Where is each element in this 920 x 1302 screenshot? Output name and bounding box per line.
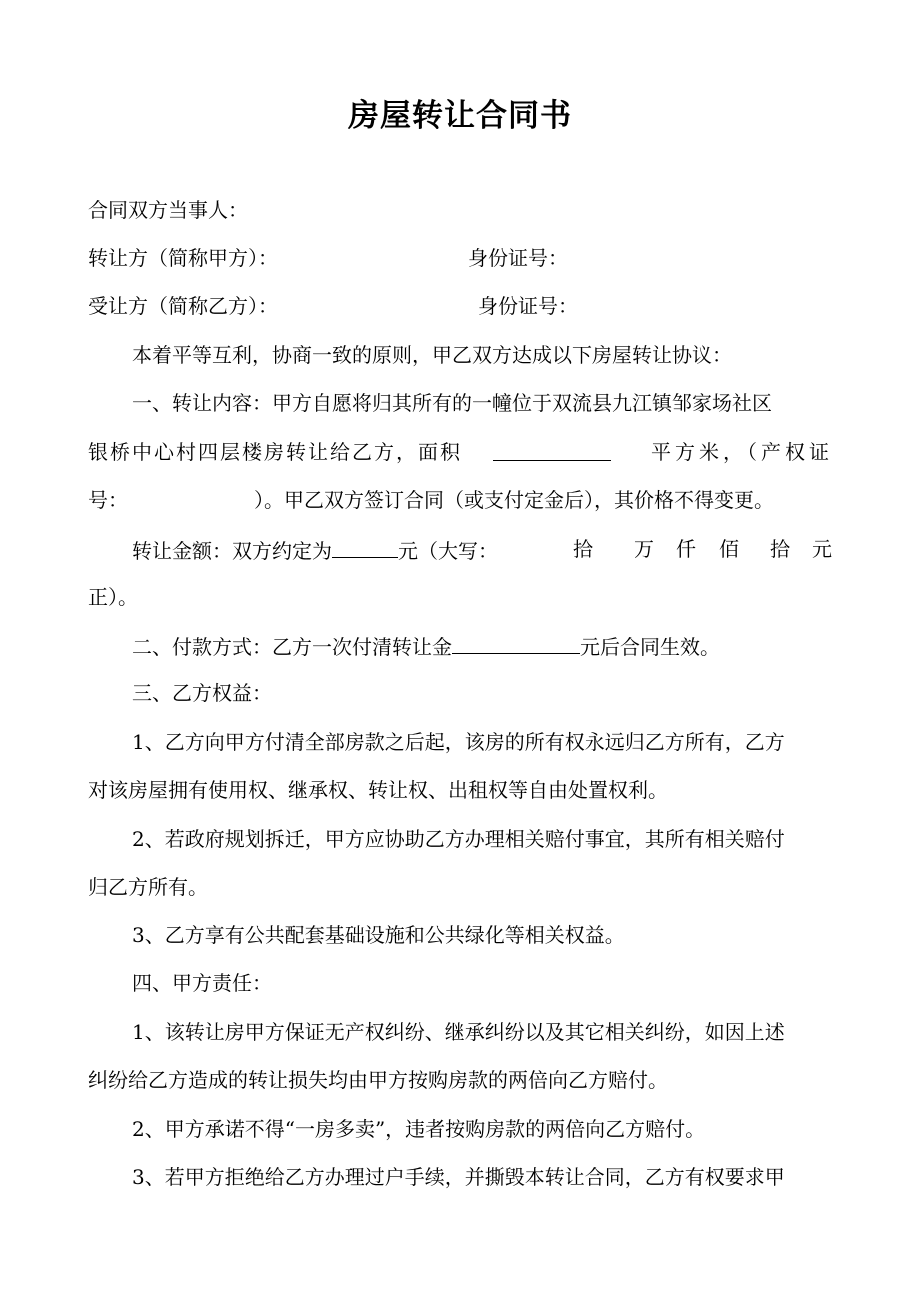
unit-shi: 拾 (573, 537, 593, 561)
section4-heading: 四、甲方责任： (132, 971, 272, 995)
section3-heading: 三、乙方权益： (132, 681, 272, 705)
transferor-id-label: 身份证号： (468, 246, 568, 270)
unit-wan: 万 (634, 537, 654, 561)
section1-line3-part1: 号： (88, 488, 128, 512)
section1-line2-part1: 银桥中心村四层楼房转让给乙方，面积 (88, 440, 462, 464)
section4-item2: 2、甲方承诺不得“一房多卖”，违者按购房款的两倍向乙方赔付。 (132, 1117, 706, 1141)
section1-line2 (88, 440, 833, 464)
amount-blank (332, 537, 398, 558)
transferee-label: 受让方（简称乙方）： (88, 294, 278, 318)
amount-line2: 正）。 (88, 585, 138, 609)
unit-shi2: 拾 (770, 537, 790, 561)
section3-item2-line1: 2、若政府规划拆迁，甲方应协助乙方办理相关赔付事宜，其所有相关赔付 (132, 827, 785, 851)
document-title: 房屋转让合同书 (348, 98, 572, 134)
section3-item1-line1: 1、乙方向甲方付清全部房款之后起，该房的所有权永远归乙方所有，乙方 (132, 730, 785, 754)
amount-line (132, 537, 832, 563)
section3-item3: 3、乙方享有公共配套基础设施和公共绿化等相关权益。 (132, 923, 625, 947)
section2-part2: 元后合同生效。 (580, 635, 720, 659)
section3-item1-line2: 对该房屋拥有使用权、继承权、转让权、出租权等自由处置权利。 (88, 778, 668, 802)
section2-part1: 二、付款方式：乙方一次付清转让金 (132, 635, 452, 659)
section4-item1-line1: 1、该转让房甲方保证无产权纠纷、继承纠纷以及其它相关纠纷，如因上述 (132, 1020, 785, 1044)
section4-item1-line2: 纠纷给乙方造成的转让损失均由甲方按购房款的两倍向乙方赔付。 (88, 1068, 668, 1092)
unit-bai: 佰 (719, 537, 739, 561)
transferor-line (88, 246, 833, 270)
section1-line2-part2: 平方米，（产权证 (651, 440, 833, 464)
area-blank (493, 440, 611, 461)
section1-line1: 一、转让内容：甲方自愿将归其所有的一幢位于双流县九江镇邹家场社区 (132, 391, 772, 415)
transferee-line (88, 294, 833, 318)
preamble: 本着平等互利，协商一致的原则，甲乙双方达成以下房屋转让协议： (132, 343, 732, 367)
amount-part1: 转让金额：双方约定为 (132, 539, 332, 563)
unit-yuan: 元 (812, 537, 832, 561)
section1-line3 (88, 488, 833, 512)
transferee-id-label: 身份证号： (478, 294, 578, 318)
payment-blank (452, 633, 580, 654)
transferor-label: 转让方（简称甲方）： (88, 246, 278, 270)
section2-line (132, 633, 832, 659)
unit-qian: 仟 (676, 537, 696, 561)
parties-intro: 合同双方当事人： (88, 198, 248, 222)
section1-line3-part2: ）。甲乙双方签订合同（或支付定金后），其价格不得变更。 (254, 488, 774, 512)
amount-part2: 元（大写： (398, 539, 498, 563)
section3-item2-line2: 归乙方所有。 (88, 875, 208, 899)
section4-item3-line1: 3、若甲方拒绝给乙方办理过户手续，并撕毁本转让合同，乙方有权要求甲 (132, 1165, 785, 1189)
